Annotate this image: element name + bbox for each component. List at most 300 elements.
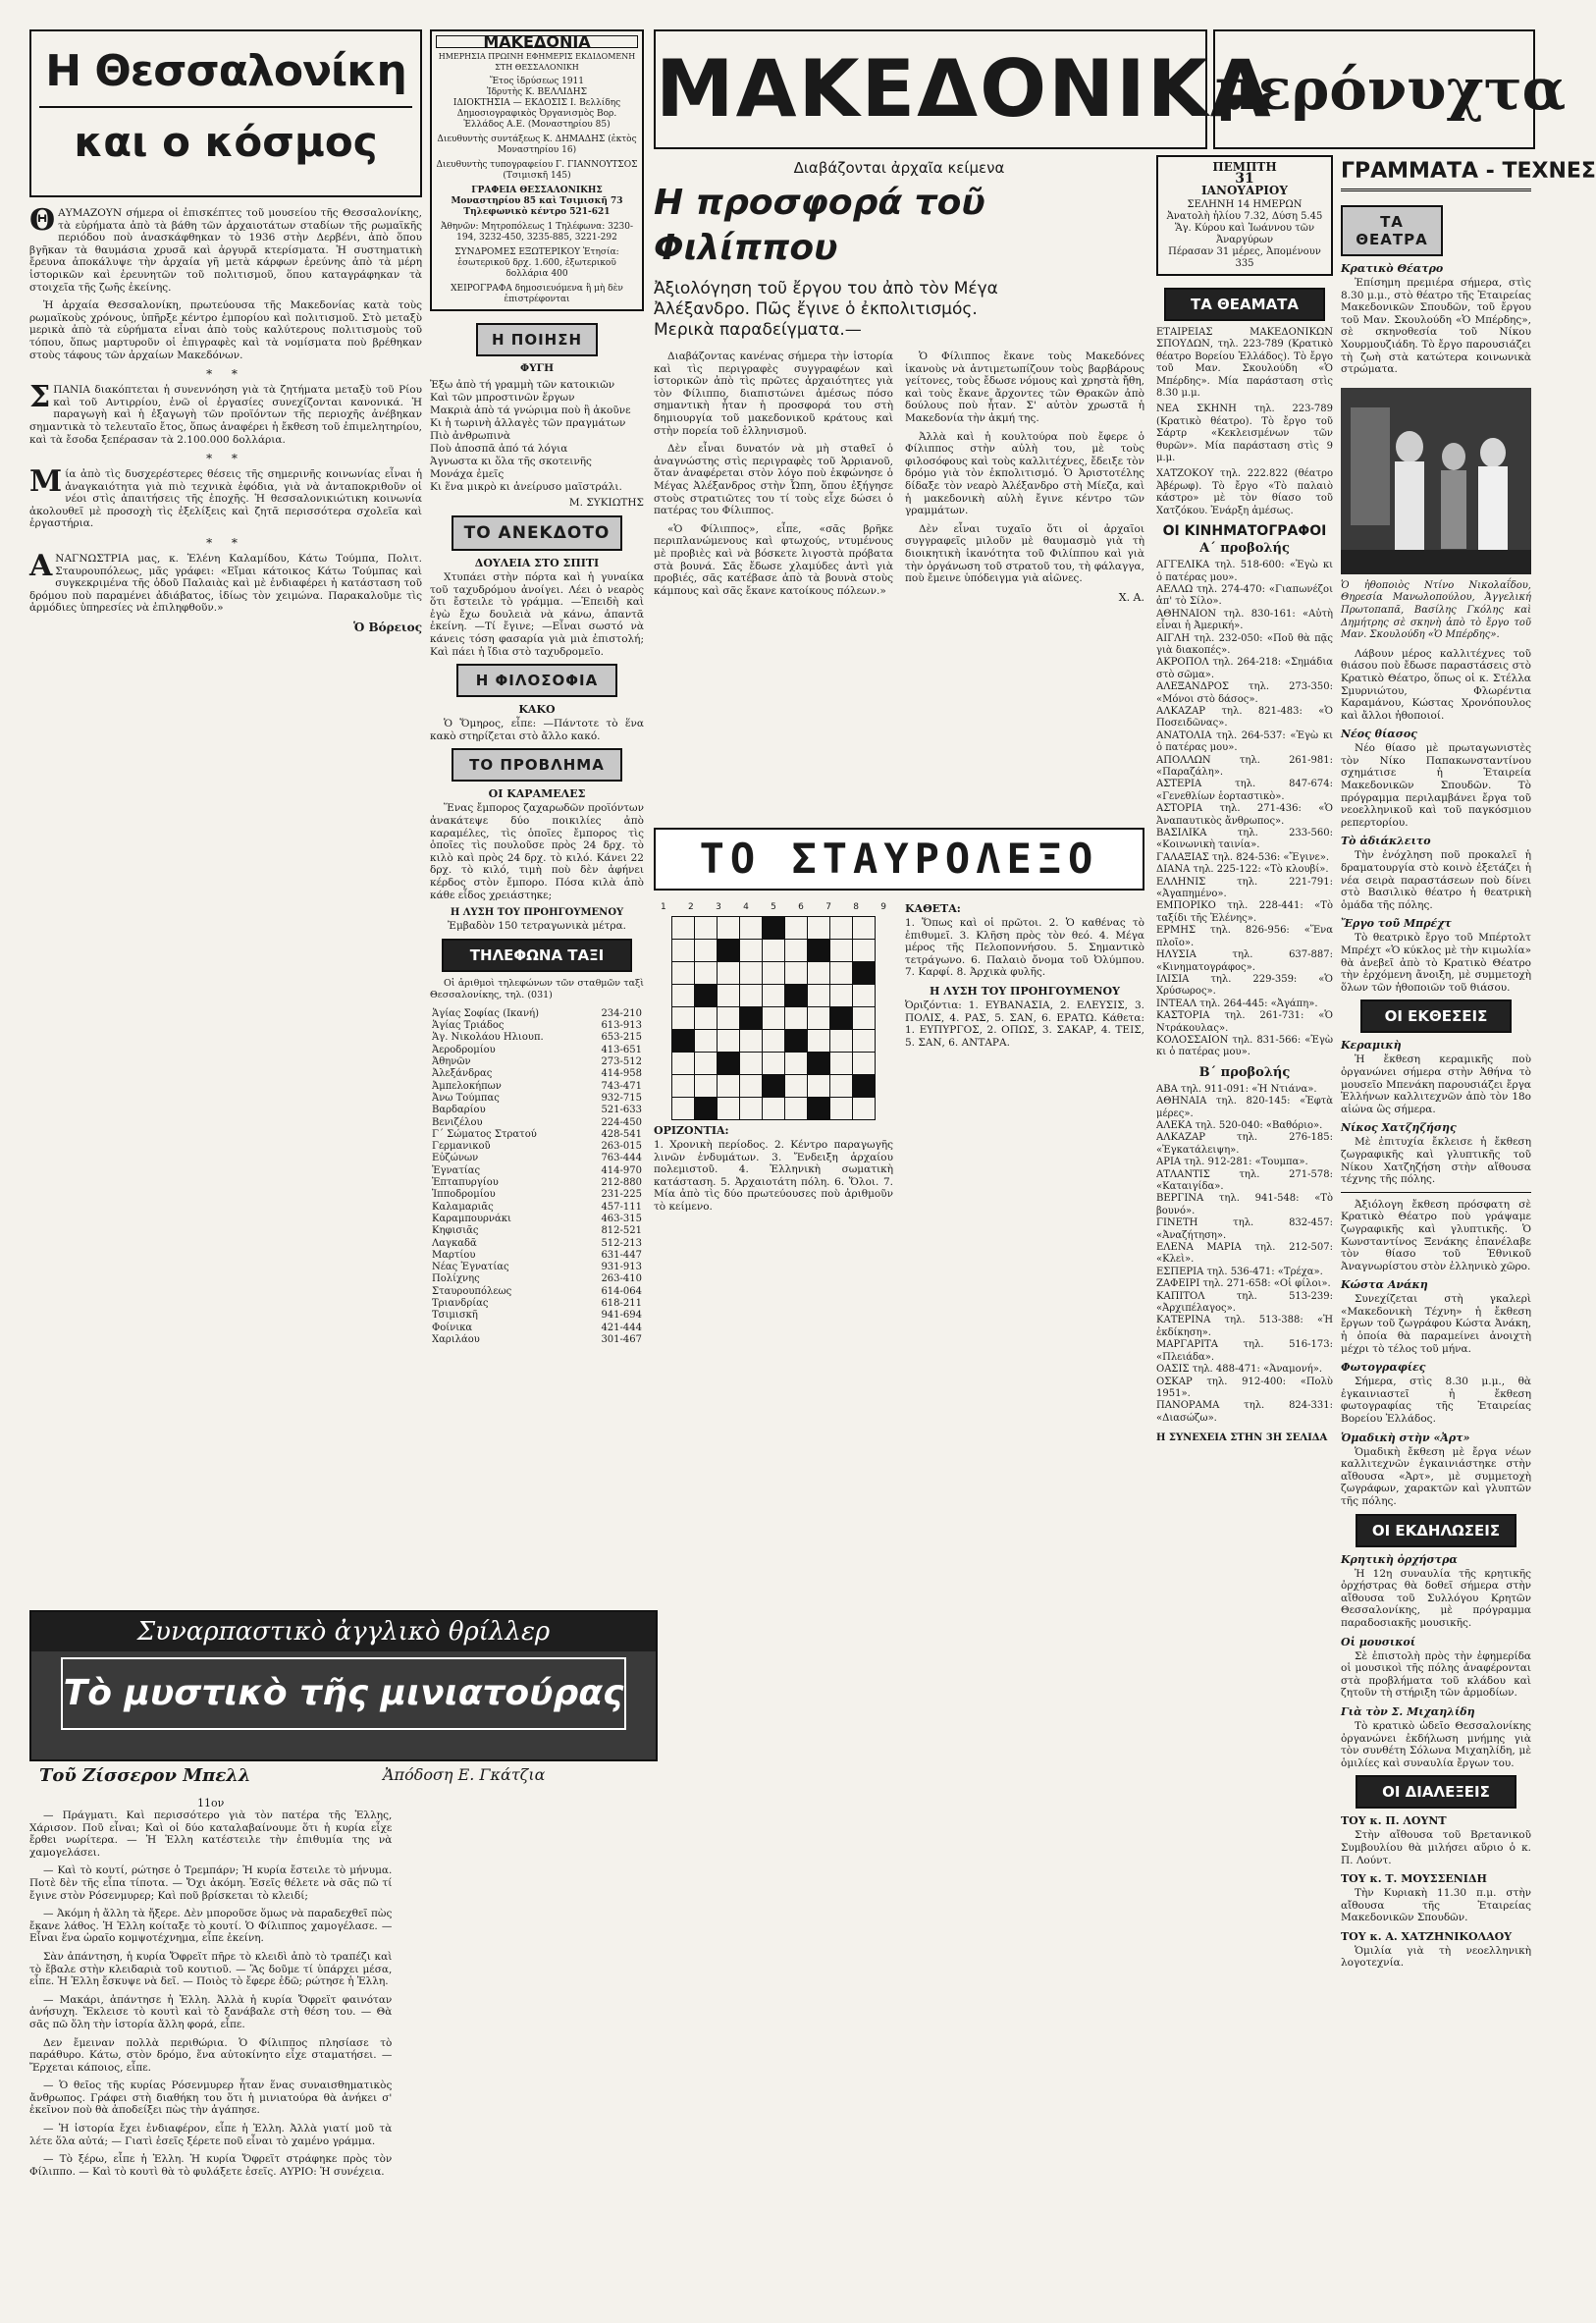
cw-cell <box>740 962 763 985</box>
poetry-header: Η ΠΟΙΗΣΗ <box>476 323 598 356</box>
masthead-founder: Ἱδρυτὴς Κ. ΒΕΛΛΙΔΗΣ <box>487 87 587 97</box>
cinema-listing: ΖΑΦΕΙΡΙ τηλ. 271-658: «Οἱ φίλοι». <box>1156 1278 1331 1290</box>
taxi-phone: 263-015 <box>601 1141 642 1153</box>
poem-line: Κι ἡ τωρινὴ ἀλλαγὲς τῶν πραγμάτων <box>430 417 626 429</box>
problem-title: ΟΙ ΚΑΡΑΜΕΛΕΣ <box>488 787 586 801</box>
article-signature: Χ. Α. <box>1118 590 1144 604</box>
theatre-listing: ΕΤΑΙΡΕΙΑΣ ΜΑΚΕΔΟΝΙΚΩΝ ΣΠΟΥΔΩΝ, τηλ. 223-789 (Κρατικὸ θέατρο Βορείου Ἑλλάδος). Τὸ ἔργο τοῦ Μαν. Σκουλούδη «Ὁ Μπέρδης». Μία παράσταση στὶς 8.30 μ.μ. <box>1156 327 1333 400</box>
cw-cell <box>763 985 785 1007</box>
taxi-row <box>430 1323 644 1334</box>
cw-black-cell <box>740 1007 763 1030</box>
article-paragraph: Ἡ ἀρχαία Θεσσαλονίκη, πρωτεύουσα τῆς Μακεδονίας κατὰ τοὺς ρωμαϊκοὺς χρόνους, ὑπῆρξε κέντρο ἐμπορίου καὶ πολιτισμοῦ. Στὸ μεταξὺ μερικὰ ἀπὸ τὰ εὑρήματα εἶναι ἀπὸ τοὺς καλύτερους πολιτισμοὺς τοῦ τόπου, ὅπως μαρτυροῦν οἱ ἐπιγραφὲς καὶ τὰ νομίσματα ποὺ βρέθηκαν στοὺς τάφους τῶν ἀρχαίων Μακεδόνων. <box>29 299 422 361</box>
cw-cell <box>830 917 853 940</box>
cinema-listing: ΑΛΕΚΑ τηλ. 520-040: «Βαθόριο». <box>1156 1119 1323 1131</box>
cw-cell <box>830 985 853 1007</box>
cw-cell <box>718 1098 740 1120</box>
cinema-listing: ΚΑΠΙΤΟΛ τηλ. 513-239: «Ἀρχιπέλαγος». <box>1156 1290 1333 1315</box>
lecture-header: ΤΟΥ κ. Α. ΧΑΤΖΗΝΙΚΟΛΑΟΥ <box>1341 1929 1513 1943</box>
cinema-listing: ΠΑΝΟΡΑΜΑ τηλ. 824-331: «Διασώζω». <box>1156 1400 1333 1424</box>
cw-cell <box>740 1075 763 1098</box>
taxi-row <box>430 1117 644 1129</box>
anecdote-title: ΔΟΥΛΕΙΑ ΣΤΟ ΣΠΙΤΙ <box>474 557 600 569</box>
cinema-listing: ΓΑΛΑΞΙΑΣ τηλ. 824-536: «Ἔγινε». <box>1156 851 1330 863</box>
taxi-row <box>430 1056 644 1068</box>
taxi-station: Ἑπταπυργίου <box>432 1177 499 1189</box>
cw-black-cell <box>763 917 785 940</box>
main-banner <box>654 29 1567 147</box>
serial-paragraph: — Ὁ θεῖος τῆς κυρίας Ρόσενμυρερ ἦταν ἕνας συναισθηματικὸς ἄνθρωπος. Γράφει στὴ διαθήκη του ὅτι ἡ μινιατούρα θὰ ἀνήκει σ' ἐκεῖνον ποὺ θὰ ἀποδείξει πὼς τὴν ἀγάπησε. <box>29 2080 393 2117</box>
cw-cell <box>853 985 876 1007</box>
cinema-listing: ΕΣΠΕΡΙΑ τηλ. 536-471: «Τρέχα». <box>1156 1266 1323 1277</box>
cinema-listing: ΓΙΝΕΤΗ τηλ. 832-457: «Ἀναζήτηση». <box>1156 1217 1333 1241</box>
cw-cell <box>740 1053 763 1075</box>
cinema-listing: ΕΜΠΟΡΙΚΟ τηλ. 228-441: «Τὸ ταξίδι τῆς Ἑλένης». <box>1156 900 1333 924</box>
cinema-listing: ΙΝΤΕΑΛ τηλ. 264-445: «Ἀγάπη». <box>1156 998 1318 1009</box>
banner-subtitle: μερόνυχτα <box>1213 29 1535 149</box>
lectures-tag: ΟΙ ΔΙΑΛΕΞΕΙΣ <box>1356 1775 1516 1809</box>
across-header: ΟΡΙΖΟΝΤΙΑ: <box>654 1124 729 1137</box>
cw-num: 8 <box>853 902 859 912</box>
moon-phase: ΣΕΛΗΝΗ 14 ΗΜΕΡΩΝ <box>1187 199 1303 210</box>
taxi-station: Χαριλάου <box>432 1333 480 1345</box>
cw-cell <box>808 1007 830 1030</box>
taxi-station: Ἱπποδρομίου <box>432 1189 496 1201</box>
signature: Ὁ Βόρειος <box>353 621 422 635</box>
taxi-row <box>430 1189 644 1201</box>
article-paragraph: Ὁ Φίλιππος ἔκανε τοὺς Μακεδόνες ἱκανοὺς νὰ ἀντιμετωπίζουν τοὺς βαρβάρους γείτονες, τοὺς ἔδωσε νόμους καὶ χρηστὰ ἤθη, καὶ τοὺς ἔκανε ἄρχοντες τῶν Θρακῶν ἀπὸ δούλους ποὺ ἦταν. Σ' αὐτὸν χρωστᾶ ἡ Μακεδονία τὴν ἀκμή της. <box>905 351 1144 424</box>
cw-num: 4 <box>743 902 749 912</box>
taxi-station: Γερμανικοῦ <box>432 1141 491 1153</box>
taxi-station: Τσιμισκῆ <box>432 1310 478 1322</box>
cw-black-cell <box>808 940 830 962</box>
cinema-listing: ΗΛΥΣΙΑ τηλ. 637-887: «Κινηματογράφος». <box>1156 949 1333 973</box>
taxi-station: Ἀνω Τούμπας <box>432 1092 500 1104</box>
cw-row <box>672 1030 876 1053</box>
mousiki-header: Οἱ μουσικοί <box>1341 1635 1416 1648</box>
taxi-phone: 414-958 <box>601 1068 642 1080</box>
taxi-phone: 653-215 <box>601 1032 642 1044</box>
taxi-row <box>430 1177 644 1189</box>
serial-translator: Ἀπόδοση Ε. Γκάτζια <box>383 1765 546 1784</box>
theatres-header: ΤΑ ΘΕΑΜΑΤΑ <box>1164 288 1325 321</box>
taxi-row <box>430 1262 644 1273</box>
poem-line: Μονάχα ἐμεῖς <box>430 468 505 480</box>
cinema-listing: ΑΠΟΛΛΩΝ τηλ. 261-981: «Παραζάλη». <box>1156 754 1333 778</box>
cw-black-cell <box>718 1053 740 1075</box>
cw-num: 6 <box>798 902 804 912</box>
mousiki-text: Σὲ ἐπιστολὴ πρὸς τὴν ἐφημερίδα οἱ μουσικοὶ τῆς πόλης ἀναφέρονται στὰ προβλήματα τοῦ κλάδου καὶ ζητοῦν τὴ στήριξη τῶν ἁρμοδίων. <box>1341 1649 1531 1700</box>
serial-paragraph: — Πράγματι. Καὶ περισσότερο γιὰ τὸν πατέρα τῆς Ἑλλης, Χάρισον. Ποῦ εἶναι; Καὶ οἱ δύο καταλαβαίνουμε ὅτι ἡ κυρία εἶχε ἔρθει νωρίτερα. — Ἡ Ἑλλη κατέστειλε τὴν ἐπιθυμία της νὰ χαμογελάσει. <box>29 1810 393 1859</box>
lecture-text: Τὴν Κυριακὴ 11.30 π.μ. στὴν αἴθουσα τῆς Ἑταιρείας Μακεδονικῶν Σπουδῶν. <box>1341 1887 1531 1924</box>
photo-caption: Ὁ ἠθοποιὸς Ντίνο Νικολαΐδου, Θηρεσία Μανωλοπούλου, Ἀγγελική Πρωτοπαπᾶ, Βασίλης Γκόλης καὶ Δημήτρης σὲ σκηνὴ ἀπὸ τὸ ἔργο τοῦ Μαν. Σκουλούδη «Ὁ Μπέρδης». <box>1341 579 1531 641</box>
taxi-station: Πολίχνης <box>432 1273 480 1285</box>
cw-cell <box>808 1075 830 1098</box>
mixaili-text: Τὸ κρατικὸ ὠδεῖο Θεσσαλονίκης ὀργανώνει ἐκδήλωση μνήμης γιὰ τὸν συνθέτη Σόλωνα Μιχαηλίδη, μὲ ὁμιλίες καὶ συναυλία ἔργων του. <box>1341 1719 1531 1769</box>
month: ΙΑΝΟΥΑΡΙΟΥ <box>1201 184 1288 197</box>
cw-cell <box>672 1075 695 1098</box>
taxi-phone: 413-651 <box>601 1044 642 1055</box>
saint-day: Ἅγ. Κύρου καὶ Ἰωάννου τῶν Ἀναργύρων <box>1174 223 1315 245</box>
article-paragraph: «Ὁ Φίλιππος», εἶπε, «σᾶς βρῆκε περιπλανώμενους καὶ φτωχούς, ντυμένους μὲ προβιὲς καὶ νὰ βόσκετε λιγοστὰ πρόβατα στὰ βουνά. Σᾶς ἔδωσε χλαμύδες ἀντὶ γιὰ προβιές, σᾶς κατέβασε ἀπὸ τὰ βουνὰ στοὺς κάμπους καὶ σᾶς ἔκανε κατοίκους πόλεων.» <box>654 522 893 597</box>
cinema-listing: ΑΛΕΞΑΝΔΡΟΣ τηλ. 273-350: «Μόνοι στὸ δάσος». <box>1156 681 1333 705</box>
cinema-listing: ΚΑΤΕΡΙΝΑ τηλ. 513-388: «Ἡ ἐκδίκηση». <box>1156 1315 1333 1338</box>
taxi-station: Ἀθηνῶν <box>432 1056 471 1068</box>
cw-cell <box>718 917 740 940</box>
cw-cell <box>763 962 785 985</box>
taxi-row <box>430 1273 644 1285</box>
cw-cell <box>853 1030 876 1053</box>
taxi-row <box>430 1202 644 1214</box>
taxi-phone: 263-410 <box>601 1273 642 1285</box>
cw-row <box>672 962 876 985</box>
cw-num: 2 <box>688 902 694 912</box>
cw-cell <box>808 917 830 940</box>
article-paragraph: Μία ἀπὸ τὶς δυσχερέστερες θέσεις τῆς σημερινῆς κοινωνίας εἶναι ἡ ἀναγκαιότητα γιὰ πιὸ τεχνικὰ ἐφόδια, γιὰ νὰ ἀνταποκριθοῦν οἱ νέοι στὶς ἀπαιτήσεις τῆς ἐποχῆς. Ἡ θεσσαλονικιώτικη κοινωνία ἀκολουθεῖ μὲ προσοχὴ τὶς ἐξελίξεις καὶ ζητᾶ περισσότερα σχολεῖα καὶ ἐργαστήρια. <box>29 464 422 530</box>
cinema-listing: ΟΑΣΙΣ τηλ. 488-471: «Ἀναμονή». <box>1156 1364 1323 1376</box>
solution-text: Ἐμβαδὸν 150 τετραγωνικὰ μέτρα. <box>447 920 626 933</box>
taxi-row <box>430 1141 644 1153</box>
keramiki-header: Κεραμικὴ <box>1341 1039 1402 1053</box>
cw-cell <box>785 1007 808 1030</box>
cw-row <box>672 985 876 1007</box>
cw-row <box>672 1053 876 1075</box>
cw-solution-header: Η ΛΥΣΗ ΤΟΥ ΠΡΟΗΓΟΥΜΕΝΟΥ <box>930 984 1120 998</box>
cinema-list <box>1156 681 1333 1059</box>
taxi-row <box>430 1250 644 1262</box>
cinema-listing: ΒΑΣΙΛΙΚΑ τηλ. 233-560: «Κοινωνικὴ ταινία». <box>1156 828 1333 851</box>
taxi-phone: 932-715 <box>601 1092 642 1104</box>
newspaper-page <box>29 29 1596 2297</box>
cw-solution: Ὀριζόντια: 1. ΕΥΒΑΝΑΣΙΑ, 2. ΕΛΕΥΣΙΣ, 3. ΠΟΛΙΣ, 4. ΡΑΣ, 5. ΣΑΝ, 6. ΕΡΑΤΩ. Κάθετα: 1. ΕΥΠΥΡΓΟΣ, 2. ΟΠΩΣ, 3. ΣΑΚΑΡ, 4. ΤΕΙΣ, 5. ΣΑΝ, 6. ΑΝΤΑΡΑ. <box>905 999 1144 1049</box>
separator-stars: * * <box>206 536 245 551</box>
taxi-row <box>430 1068 644 1080</box>
taxi-phone: 421-444 <box>601 1322 642 1333</box>
article-paragraph: Ἀλλὰ καὶ ἡ κουλτούρα ποὺ ἔφερε ὁ Φίλιππος στὴν αὐλὴ του, μὲ τοὺς φιλοσόφους καὶ τοὺς καλλιτέχνες, ἔδειξε τὸν δρόμο γιὰ τὸν ἐκπολιτισμό. Ὁ Ἀριστοτέλης δίδαξε τὸν νεαρὸ Ἀλέξανδρο στὴ Μίεζα, καὶ ἡ μακεδονικὴ αὐλὴ ἔγινε κέντρο τῶν γραμμάτων. <box>905 430 1144 517</box>
taxi-phone: 224-450 <box>601 1116 642 1128</box>
cw-cell <box>672 917 695 940</box>
cw-black-cell <box>853 962 876 985</box>
taxi-row <box>430 1214 644 1225</box>
cw-cell <box>785 962 808 985</box>
headline-line2: και ο κόσμος <box>74 118 378 166</box>
cw-cell <box>672 1007 695 1030</box>
philosophy-title: ΚΑΚΟ <box>518 703 556 717</box>
cinema-listing: ΑΘΗΝΑΙΟΝ τηλ. 830-161: «Αὐτὴ εἶναι ἡ Ἀμερική». <box>1156 608 1333 632</box>
taxi-station: Φοίνικα <box>432 1322 473 1333</box>
article-paragraph: Δὲν εἶναι δυνατόν νὰ μὴ σταθεῖ ὁ ἀναγνώστης στὶς περιγραφὲς τοῦ Ἀρριανοῦ, ὅταν ἀναφέρεται στὸν λόγο ποὺ ἐκφώνησε ὁ Μέγας Ἀλέξανδρος στὴν Ὦπη, ὅπου ἐξήγησε στοὺς στρατιῶτες του τί τοὺς εἶχε δώσει ὁ πατέρας του Φίλιππος. <box>654 443 893 517</box>
crossword-right <box>905 898 1144 1219</box>
taxi-phone: 234-210 <box>601 1007 642 1019</box>
cinema-listing: ΑΚΡΟΠΟΛ τηλ. 264-218: «Σημάδια στὸ σῶμα». <box>1156 657 1333 680</box>
cinema-listing: ΑΓΓΕΛΙΚΑ τηλ. 518-600: «Ἐγὼ κι ὁ πατέρας μου». <box>1156 560 1333 583</box>
taxi-station: Σταυρουπόλεως <box>432 1285 512 1297</box>
cinema-listing: ΚΟΛΟΣΣΑΙΟΝ τηλ. 831-566: «Ἐγὼ κι ὁ πατέρας μου». <box>1156 1034 1333 1058</box>
taxi-phone: 301-467 <box>601 1333 642 1345</box>
kostas-text: Συνεχίζεται στὴ γκαλερὶ «Μακεδονικὴ Τέχνη» ἡ ἔκθεση ἔργων τοῦ ζωγράφου Κώστα Ἀνάκη, ἡ ὁποία θὰ παραμείνει ἀνοιχτὴ μέχρι τὸ τέλος τοῦ μήνα. <box>1341 1293 1531 1355</box>
cw-num: 9 <box>880 902 886 912</box>
photo-text: Σήμερα, στὶς 8.30 μ.μ., θὰ ἐγκαινιαστεῖ ἡ ἔκθεση φωτογραφίας τῆς Ἑταιρείας Βορείου Ἑλλάδος. <box>1341 1376 1531 1426</box>
crossword-left <box>654 898 893 1219</box>
column-masthead <box>430 29 644 1600</box>
taxi-row <box>430 1093 644 1105</box>
masthead-subscriptions: ΣΥΝΔΡΟΜΕΣ ΕΞΩΤΕΡΙΚΟΥ Ἐτησία: ἐσωτερικοῦ δρχ. 1.600, ἐξωτερικοῦ δολλάρια 400 <box>454 247 619 279</box>
serial-title: Τὸ μυστικὸ τῆς μινιατούρας <box>61 1657 626 1730</box>
taxi-phone: 941-694 <box>601 1310 642 1322</box>
poem-line: Καὶ τῶν μπροστινῶν ἔργων <box>430 392 575 404</box>
kritiki-header: Κρητικὴ ὀρχήστρα <box>1341 1552 1458 1566</box>
philosophy-header: Η ΦΙΛΟΣΟΦΙΑ <box>456 664 617 697</box>
taxi-row <box>430 1238 644 1250</box>
serial-author: Τοῦ Ζίσσερον Μπελλ <box>39 1765 251 1786</box>
crossword-title: ΤΟ ΣΤΑΥΡΟΛΕΞΟ <box>654 828 1144 891</box>
arts-header: ΓΡΑΜΜΑΤΑ - ΤΕΧΝΕΣ <box>1341 155 1531 191</box>
serial-banner <box>29 1610 658 1761</box>
taxi-station: Ἀλεξάνδρας <box>432 1068 493 1080</box>
cw-cell <box>785 1053 808 1075</box>
days-count: Πέρασαν 31 μέρες, Ἀπομένουν 335 <box>1168 246 1321 269</box>
masthead-phones: Ἀθηνῶν: Μητροπόλεως 1 Τηλέφωνα: 3230-194, 3232-450, 3235-885, 3221-292 <box>440 222 634 243</box>
cinema-listing: ΑΛΚΑΖΑΡ τηλ. 276-185: «Ἐγκατάλειψη». <box>1156 1132 1333 1156</box>
taxi-station: Εὐζώνων <box>432 1153 479 1164</box>
cw-cell <box>718 1030 740 1053</box>
thessaloniki-headline <box>29 29 422 197</box>
taxi-phone: 614-064 <box>601 1285 642 1297</box>
cw-cell <box>695 940 718 962</box>
masthead-office: ΓΡΑΦΕΙΑ ΘΕΣΣΑΛΟΝΙΚΗΣ Μοναστηρίου 85 καὶ Τσιμισκῆ 73 Τηλεφωνικὸ κέντρο 521-621 <box>451 186 623 217</box>
cw-black-cell <box>672 1030 695 1053</box>
newspaper-logo: ΜΑΚΕΔΟΝΙΑ <box>436 35 638 48</box>
cw-cell <box>808 962 830 985</box>
taxi-row <box>430 1286 644 1298</box>
cinema-listing: ΔΙΑΝΑ τηλ. 225-122: «Τὸ κλουβί». <box>1156 864 1329 876</box>
taxi-station: Ἀεροδρομίου <box>432 1044 496 1055</box>
cw-cell <box>740 917 763 940</box>
taxi-row <box>430 1008 644 1020</box>
cw-cell <box>718 985 740 1007</box>
cw-black-cell <box>785 1030 808 1053</box>
separator-stars: * * <box>206 367 245 382</box>
poem-line: Κι ἕνα μικρὸ κι ἀνείρυσο μαϊστράλι. <box>430 481 622 493</box>
serial-body <box>29 1797 1144 2293</box>
solution-header: Η ΛΥΣΗ ΤΟΥ ΠΡΟΗΓΟΥΜΕΝΟΥ <box>450 907 624 919</box>
cw-cell <box>763 1007 785 1030</box>
kritiki-text: Ἡ 12η συναυλία τῆς κρητικῆς ὀρχήστρας θὰ δοθεῖ σήμερα στὴν αἴθουσα τοῦ Συλλόγου Κρητῶν Θεσσαλονίκης, μὲ πρόγραμμα παραδοσιακῆς μουσικῆς. <box>1341 1567 1531 1629</box>
cinema-list <box>1156 560 1333 681</box>
cw-num: 1 <box>661 902 666 912</box>
serial-paragraph: Δεν ἔμειναν πολλὰ περιθώρια. Ὁ Φίλιππος πλησίασε τὸ παράθυρο. Κάτω, στὸν δρόμο, ἕνα αὐτοκίνητο εἶχε σταματήσει. — Ἔρχεται κάποιος, εἶπε. <box>29 2036 393 2074</box>
date-number: 31 <box>1235 171 1254 187</box>
crossword-numbers <box>661 902 886 912</box>
cw-num: 7 <box>825 902 831 912</box>
taxi-row <box>430 1153 644 1164</box>
down-clues: 1. Ὅπως καὶ οἱ πρῶτοι. 2. Ὁ καθένας τὸ ἐπιθυμεῖ. 3. Κλῆση πρὸς τὸν θεό. 4. Μέγα μέρος τῆς Πελοποννήσου. 5. Σημαντικὸ τετράγωνο. 6. Παλαιὸ ὄνομα τοῦ Ὀλύμπου. 7. Καρφί. 8. Ἀρχικὰ φυλῆς. <box>905 917 1144 979</box>
events-tag: ΟΙ ΕΚΔΗΛΩΣΕΙΣ <box>1356 1514 1516 1547</box>
serial-paragraph: Σὰν ἀπάντηση, ἡ κυρία Ὄφρεϊτ πῆρε τὸ κλειδὶ ἀπὸ τὸ τραπέζι καὶ τὸ ἔβαλε στὴν κλειδαριὰ τοῦ κουτιοῦ. — Ἂς δοῦμε τί ὑπάρχει μέσα, εἶπε. Ἡ Ἑλλη ἔσκυψε νὰ δεῖ. — Ποιὸς τὸ ἔφερε ἐδῶ; ρώτησε ἡ Ἑλλη. <box>29 1950 393 1988</box>
taxi-intro: Οἱ ἀριθμοὶ τηλεφώνων τῶν σταθμῶν ταξὶ Θεσσαλονίκης, τηλ. (031) <box>430 977 644 1001</box>
cw-cell <box>853 917 876 940</box>
cw-cell <box>808 1030 830 1053</box>
serial-paragraph: — Καὶ τὸ κουτί, ρώτησε ὁ Τρεμπάρν; Ἡ κυρία ἔστειλε τὸ μήνυμα. Ποτὲ δὲν τῆς εἶπα τίποτα. — Ὄχι ἀκόμη. Ἐσεῖς θέλετε νὰ σᾶς πῶ τί ἔγινε στὸν Ρόσενμυρερ; Καὶ ποῦ βρίσκεται τὸ κλειδί; <box>29 1864 393 1902</box>
problem-header: ΤΟ ΠΡΟΒΛΗΜΑ <box>452 748 622 782</box>
poem-line: Ποὺ ἀποσπᾶ ἀπό τά λόγια <box>430 443 568 455</box>
taxi-phone: 457-111 <box>601 1201 642 1213</box>
lecture-header: ΤΟΥ κ. Τ. ΜΟΥΣΣΕΝΙΔΗ <box>1341 1872 1487 1886</box>
cw-cell <box>718 1075 740 1098</box>
taxi-row <box>430 1045 644 1056</box>
cinema-listing: ΑΝΑΤΟΛΙΑ τηλ. 264-537: «Ἐγὼ κι ὁ πατέρας μου». <box>1156 729 1333 754</box>
cw-row <box>672 1075 876 1098</box>
nikos-text: Μὲ ἐπιτυχία ἔκλεισε ἡ ἔκθεση ζωγραφικῆς καὶ γλυπτικῆς τοῦ Νίκου Χατζηζήση στὴν αἴθουσα τέχνης τῆς πόλης. <box>1341 1136 1531 1186</box>
article-paragraph: Διαβάζοντας κανένας σήμερα τὴν ἱστορία καὶ τὶς περιγραφὲς συγγραφέων καὶ ἱστορικῶν ἀπὸ τὶς πρῶτες ἀρχαιότητες γιὰ τὸν Φίλιππο, διαπιστώνει ἀμέσως πόσο σημαντικὴ ἦταν ἡ προσφορά του στὴ δημιουργία τοῦ μακεδονικοῦ κράτους καὶ στὴν πορεία τοῦ ἑλληνισμοῦ. <box>654 351 893 437</box>
cw-black-cell <box>695 1098 718 1120</box>
cw-row <box>672 1098 876 1120</box>
taxi-station: Λαγκαδᾶ <box>432 1237 477 1249</box>
cw-cell <box>830 1098 853 1120</box>
cw-cell <box>830 1053 853 1075</box>
cinema-listing: ΑΒΑ τηλ. 911-091: «Ἡ Ντιάνα». <box>1156 1083 1317 1095</box>
cw-cell <box>695 1030 718 1053</box>
cw-black-cell <box>830 1007 853 1030</box>
cinema-listing: ΑΣΤΕΡΙΑ τηλ. 847-674: «Γενεθλίων ἑορταστικὸ». <box>1156 779 1333 802</box>
taxi-station: Ἐγνατίας <box>432 1164 481 1176</box>
serial-episode: 11ον <box>197 1797 225 1810</box>
theatre-tag: ΤΑ ΘΕΑΤΡΑ <box>1341 205 1443 256</box>
taxi-row <box>430 1165 644 1177</box>
cw-cell <box>785 940 808 962</box>
taxi-phone: 743-471 <box>601 1080 642 1092</box>
continue-note: Η ΣΥΝΕΧΕΙΑ ΣΤΗΝ 3Η ΣΕΛΙΔΑ <box>1156 1432 1328 1444</box>
cw-black-cell <box>808 1098 830 1120</box>
taxi-station: Ἁγίας Σοφίας (Ικανή) <box>432 1007 540 1019</box>
lecture-text: Ὁμιλία γιὰ τὴ νεοελληνικὴ λογοτεχνία. <box>1341 1944 1531 1970</box>
taxi-station: Βενιζέλου <box>432 1116 483 1128</box>
separator-stars: * * <box>206 452 245 466</box>
poem-line: Ἀγνωστα κι ὅλα τῆς σκοτεινῆς <box>430 456 592 467</box>
mixaili-header: Γιὰ τὸν Σ. Μιχαηλίδη <box>1341 1704 1475 1718</box>
article-body <box>654 351 1144 812</box>
photo-header: Φωτογραφίες <box>1341 1361 1426 1375</box>
cw-row <box>672 1007 876 1030</box>
cw-row <box>672 917 876 940</box>
cw-cell <box>763 940 785 962</box>
anecdote-header: ΤΟ ΑΝΕΚΔΟΤΟ <box>452 515 622 551</box>
cw-cell <box>718 1007 740 1030</box>
taxi-row <box>430 1334 644 1346</box>
taxi-station: Καραμπουρνάκι <box>432 1213 511 1224</box>
cw-cell <box>672 962 695 985</box>
taxi-row <box>430 1225 644 1237</box>
cw-black-cell <box>763 1075 785 1098</box>
cw-cell <box>830 1030 853 1053</box>
masthead-owner: ΙΔΙΟΚΤΗΣΙΑ — ΕΚΔΟΣΙΣ Ι. Βελλίδης Δημοσιογραφικὸς Ὀργανισμὸς Βορ. Ἑλλάδος Α.Ε. (Μοναστηρίου 85) <box>452 98 621 130</box>
article-paragraph: ΣΠΑΝΙΑ διακόπτεται ἡ συνεννόηση γιὰ τὰ ζητήματα μεταξὺ τοῦ Ρίου καὶ τοῦ Αντιρρίου, ἐνῶ οἱ ἐργασίες συνεχίζονται κανονικά. Ἡ παραγωγὴ καὶ ἡ ἐξαγωγὴ τῶν προϊόντων τῆς περιοχῆς ἀνέβηκαν σημαντικὰ τὸ τελευταῖο ἔτος, ὅπως ἀναφέρει ἡ ἔκθεση τοῦ ἐπιμελητηρίου, καὶ τὰ ἔσοδα ξεπέρασαν τὰ 2.100.000 δολλάρια. <box>29 380 422 446</box>
cw-cell <box>740 1030 763 1053</box>
cw-cell <box>853 1007 876 1030</box>
theatre-text: Λάβουν μέρος καλλιτέχνες τοῦ θιάσου ποὺ ἔδωσε παραστάσεις στὸ Κρατικὸ Θέατρο, ὅπως οἱ κ. Στέλλα Σμυρνιώτου, Φλωρέντια Καραμάνου, Κώστας Χρονόπουλος καὶ ἄλλοι ἠθοποιοί. <box>1341 647 1531 722</box>
masthead-year: Ἔτος ἱδρύσεως 1911 <box>489 77 585 86</box>
article-kicker: Διαβάζονται ἀρχαῖα κείμενα <box>793 159 1005 177</box>
headline-line1: Η Θεσσαλονίκη <box>39 37 412 108</box>
column-entertainment <box>1156 155 1333 2297</box>
down-header: ΚΑΘΕΤΑ: <box>905 902 961 915</box>
cw-cell <box>785 1075 808 1098</box>
kratiko-header: Κρατικὸ Θέατρο <box>1341 262 1444 275</box>
lecture-text: Στὴν αἴθουσα τοῦ Βρετανικοῦ Συμβουλίου θὰ μιλήσει αὔριο ὁ κ. Π. Λούντ. <box>1341 1829 1531 1866</box>
cinema-listing: ΕΛΛΗΝΙΣ τηλ. 221-791: «Ἀγαπημένο». <box>1156 876 1333 900</box>
serial-section <box>29 1610 1144 2297</box>
cw-cell <box>853 940 876 962</box>
taxi-phone: 273-512 <box>601 1056 642 1068</box>
cinema-listing: ΑΙΓΛΗ τηλ. 232-050: «Ποῦ θὰ πᾷς γιὰ διακοπές». <box>1156 632 1333 656</box>
poem-author: Μ. ΣΥΚΙΩΤΗΣ <box>568 497 644 509</box>
cw-black-cell <box>718 940 740 962</box>
cinema-listing: ΕΛΕΝΑ ΜΑΡΙΑ τηλ. 212-507: «Κλεὶ». <box>1156 1242 1333 1266</box>
poem-line: Ἐξω ἀπὸ τή γραμμὴ τῶν κατοικιῶν <box>430 379 615 391</box>
column-main-article <box>654 155 1144 1598</box>
cinema-listing: ΕΡΜΗΣ τηλ. 826-956: «Ἕνα πλοῖο». <box>1156 925 1333 948</box>
cw-cell <box>695 1075 718 1098</box>
kratiko-text: Ἐπίσημη πρεμιέρα σήμερα, στὶς 8.30 μ.μ., στὸ θέατρο τῆς Ἑταιρείας Μακεδονικῶν Σπουδῶν, τοῦ ἔργου τοῦ Μαν. Σκουλούδη «Ὁ Μπέρδης», σὲ σκηνοθεσία τοῦ Νίκου Χουρμουζιάδη. Τὸ ἔργο παρουσιάζει τὴ ζωὴ στὰ κατώτερα κοινωνικὰ στρώματα. <box>1341 277 1531 376</box>
taxi-station: Νέας Ἐγνατίας <box>432 1262 509 1273</box>
adiaktito-header: Τὸ ἀδιάκλειτο <box>1341 835 1431 848</box>
cw-num: 5 <box>771 902 776 912</box>
cinema-listing: ΑΛΚΑΖΑΡ τηλ. 821-483: «Ὁ Ποσειδῶνας». <box>1156 705 1333 729</box>
taxi-row <box>430 1310 644 1322</box>
cinema-listing: ΑΤΛΑΝΤΙΣ τηλ. 271-578: «Καταιγίδα». <box>1156 1168 1333 1192</box>
cw-num: 3 <box>716 902 721 912</box>
cw-cell <box>718 962 740 985</box>
date-box <box>1156 155 1333 276</box>
article-subtitle: Ἀξιολόγηση τοῦ ἔργου του ἀπὸ τὸν Μέγα Ἀλέξανδρο. Πῶς ἔγινε ὁ ἐκπολιτισμός. Μερικὰ παραδείγματα.— <box>654 279 998 340</box>
theatre-listing: ΧΑΤΖΟΚΟΥ τηλ. 222.822 (θέατρο Ἀβέρωφ). Τὸ ἔργο «Τὸ παλαιὸ κάστρο» μὲ τὸν θίασο τοῦ Χατζόκου. Ἐνάρξη ἀμέσως. <box>1156 468 1333 516</box>
taxi-row <box>430 1129 644 1141</box>
taxi-phone: 521-633 <box>601 1105 642 1116</box>
taxi-station: Βαρδαρίου <box>432 1105 486 1116</box>
cinema-list <box>1156 1084 1333 1425</box>
taxi-phone: 763-444 <box>601 1153 642 1164</box>
cw-cell <box>695 962 718 985</box>
arts-text: Ἀξιόλογη ἔκθεση πρόσφατη σὲ Κρατικὸ Θέατρο ποὺ γράψαμε ζωγραφικῆς καὶ γλυπτικῆς. Ὁ Κωνσταντίνος Ξενάκης ἐπανέλαβε τὸν θίασο τοῦ Ἐθνικοῦ Ἀναγνωρίστου στὸν ἑλληνικὸ χῶρο. <box>1341 1198 1531 1272</box>
cw-row <box>672 940 876 962</box>
taxi-phone: 812-521 <box>601 1225 642 1237</box>
serial-paragraph: — Μακάρι, ἀπάντησε ἡ Ἑλλη. Ἀλλὰ ἡ κυρία Ὄφρεϊτ φαινόταν ἀνήσυχη. Ἔκλεισε τὸ κουτὶ καὶ τὸ ξανάβαλε στὴ θέση του. — Θὰ σᾶς πῶ ὅλη τὴν ἱστορία ἄλλη φορά, εἶπε. <box>29 1993 393 2030</box>
ergo-text: Τὸ θεατρικὸ ἔργο τοῦ Μπέρτολτ Μπρέχτ «Ὁ κύκλος μὲ τὴν κιμωλία» θὰ ἀνεβεῖ ἀπὸ τὸ Κρατικὸ Θέατρο τὴν ἐρχόμενη ἄνοιξη, μὲ συμμετοχὴ ὅλων τῶν ἠθοποιῶν τοῦ θιάσου. <box>1341 932 1531 994</box>
taxi-header: ΤΗΛΕΦΩΝΑ ΤΑΞΙ <box>442 939 632 972</box>
theatre-photo <box>1341 388 1531 574</box>
cw-cell <box>763 1030 785 1053</box>
taxi-row <box>430 1105 644 1116</box>
article-title: Η προσφορά τοῦ Φιλίππου <box>654 183 985 268</box>
weekday: ΠΕΜΠΤΗ <box>1212 160 1277 174</box>
anecdote-text: Χτυπάει στὴν πόρτα καὶ ἡ γυναίκα τοῦ ταχυδρόμου ἀνοίγει. Λέει ὁ νεαρὸς ὅτι ἔστειλε τὸ γράμμα. —Ἐπειδὴ καὶ ἐγὼ ἔχω δουλειὰ νὰ κάνω, ἀπαντᾶ ἐκείνη. —Τί ἔγινε; —Εἶναι σωστό νὰ κάνεις τόση φασαρία γιὰ μιὰ ἐπιστολή; Καὶ πάει ἡ ἴδια στὸ ταχυδρομεῖο. <box>430 571 644 658</box>
cinemas-header: ΟΙ ΚΙΝΗΜΑΤΟΓΡΑΦΟΙ <box>1162 523 1327 540</box>
taxi-row <box>430 1081 644 1093</box>
cw-cell <box>695 1007 718 1030</box>
masthead-director: Διευθυντὴς συντάξεως Κ. ΔΗΜΑΔΗΣ (ἐκτὸς Μοναστηρίου 16) <box>437 135 637 155</box>
serial-paragraph: — Ἡ ἱστορία ἔχει ἐνδιαφέρον, εἶπε ἡ Ἑλλη. Ἀλλὰ γιατί μοῦ τὰ λέτε ὅλα αὐτά; — Γιατὶ ἐσεῖς ξέρετε ποῦ εἶναι τὸ χαμένο γράμμα. <box>29 2123 393 2147</box>
taxi-phone: 463-315 <box>601 1213 642 1224</box>
taxi-station: Τριανδρίας <box>432 1298 489 1309</box>
problem-text: Ἕνας ἔμπορος ζαχαρωδῶν προϊόντων ἀνακάτεψε δύο ποικιλίες ἀπὸ καραμέλες, τὶς ὁποῖες ἔμπορος τὶς ὁποῖες τὶς πουλοῦσε πρὸς 24 δρχ. τὸ κιλὸ καὶ πρὸς 24 δρχ. τὸ κιλό. Κάνει 22 δρχ. τὸ κιλό, τιμὴ ποὺ δὲν ἀφήνει κέρδος στὸν ἔμπορο. Πόσα κιλὰ ἀπὸ κάθε εἶδος χρειάστηκε; <box>430 802 644 901</box>
cinema-listing: ΚΑΣΤΟΡΙΑ τηλ. 261-731: «Ὁ Ντράκουλας». <box>1156 1010 1333 1034</box>
cinema-listing: ΑΣΤΟΡΙΑ τηλ. 271-436: «Ὁ Ἀναπαυτικὸς ἄνθρωπος». <box>1156 803 1333 827</box>
cw-cell <box>830 962 853 985</box>
cw-cell <box>740 1098 763 1120</box>
masthead-tagline: ΗΜΕΡΗΣΙΑ ΠΡΩΙΝΗ ΕΦΗΜΕΡΙΣ ΕΚΔΙΔΟΜΕΝΗ ΣΤΗ ΘΕΣΣΑΛΟΝΙΚΗ <box>438 52 636 72</box>
taxi-row <box>430 1020 644 1032</box>
taxi-phone: 631-447 <box>601 1249 642 1261</box>
cw-cell <box>740 985 763 1007</box>
